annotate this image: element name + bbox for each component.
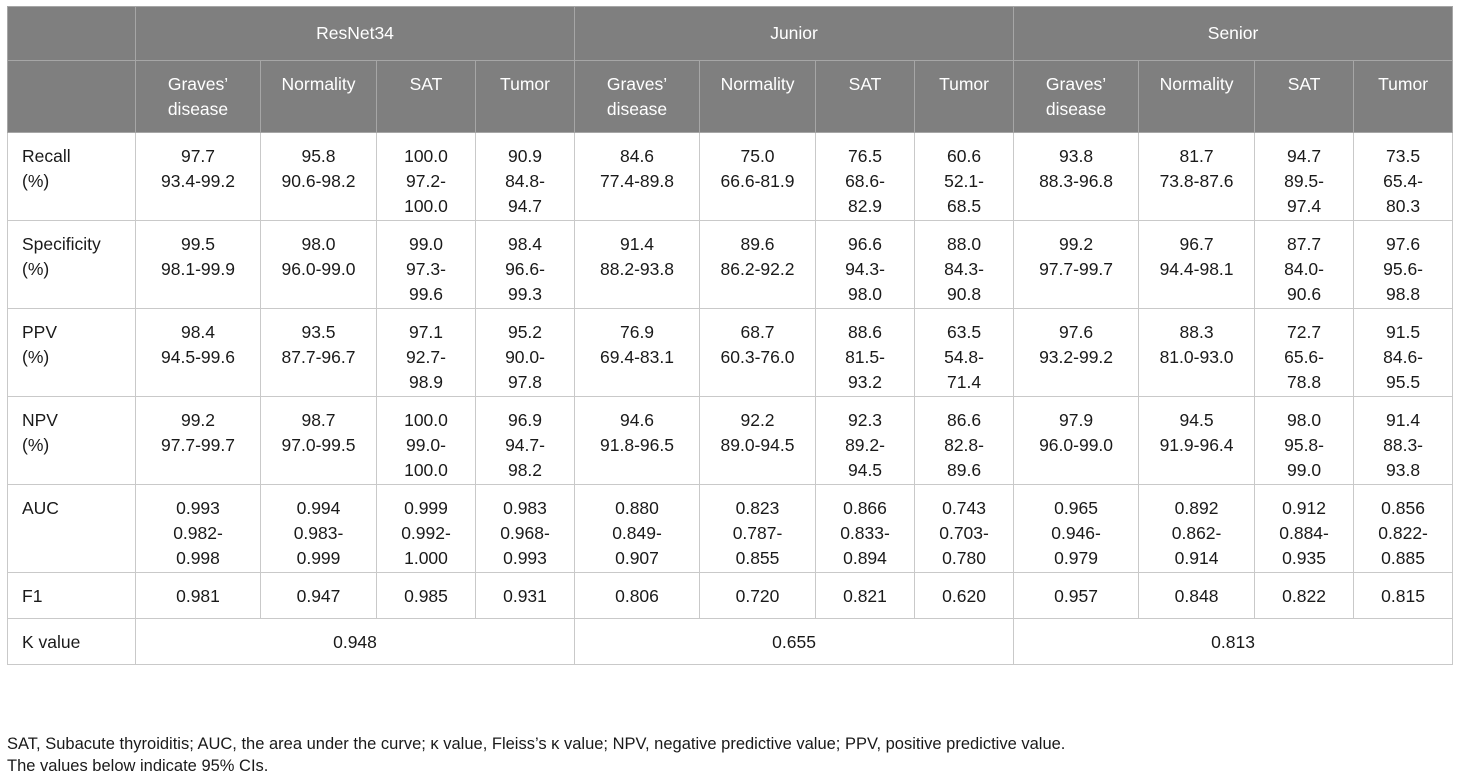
cell-value: 0.720 — [735, 586, 780, 606]
table-cell — [575, 397, 700, 485]
cell-ci: 0.849- — [612, 523, 662, 543]
cell-ci: 82.9 — [847, 196, 883, 216]
cell-ci: 98.1-99.9 — [161, 259, 235, 279]
cell-value: 92.2 — [740, 410, 775, 430]
row-label — [8, 221, 136, 309]
column-header: Tumor — [476, 61, 575, 133]
table-cell — [377, 221, 476, 309]
cell-ci: 0.703- — [939, 523, 989, 543]
cell-ci: 86.2-92.2 — [720, 259, 795, 279]
cell-ci: 88.2-93.8 — [600, 259, 674, 279]
cell-value: 0.620 — [942, 586, 986, 606]
cell-ci: 78.8 — [1287, 372, 1322, 392]
cell-ci: 88.3-96.8 — [1039, 171, 1114, 191]
cell-ci: 98.8 — [1386, 284, 1421, 304]
row-label — [8, 485, 136, 573]
cell-ci: 88.3- — [1383, 435, 1424, 455]
cell-value: 91.4 — [619, 234, 655, 254]
table-cell — [915, 309, 1014, 397]
table-cell — [1014, 485, 1139, 573]
cell-ci: 66.6-81.9 — [720, 171, 795, 191]
table-row — [8, 133, 1453, 221]
cell-ci: 97.8 — [507, 372, 543, 392]
table-cell — [1139, 573, 1255, 619]
column-header: SAT — [1255, 61, 1354, 133]
cell-ci: 0.884- — [1279, 523, 1329, 543]
table-cell — [1139, 221, 1255, 309]
cell-value: 0.994 — [296, 498, 341, 518]
cell-ci: 0.862- — [1171, 523, 1222, 543]
cell-value: 91.4 — [1386, 410, 1421, 430]
cell-value: 0.983 — [503, 498, 547, 518]
cell-ci: 95.8- — [1284, 435, 1324, 455]
table-cell — [1255, 573, 1354, 619]
cell-ci: 60.3-76.0 — [720, 347, 795, 367]
cell-value: Recall — [22, 146, 71, 166]
column-header: Tumor — [915, 61, 1014, 133]
cell-value: 81.7 — [1179, 146, 1214, 166]
cell-value: 99.0 — [408, 234, 444, 254]
table-cell — [136, 397, 261, 485]
cell-ci: 0.968- — [500, 523, 550, 543]
cell-ci: 89.0-94.5 — [720, 435, 795, 455]
cell-value: 99.5 — [180, 234, 216, 254]
cell-ci: 0.822- — [1378, 523, 1428, 543]
cell-ci: 0.855 — [735, 548, 780, 568]
table-cell — [1255, 397, 1354, 485]
table-cell — [700, 309, 816, 397]
cell-value: 0.880 — [615, 498, 659, 518]
table-cell — [816, 397, 915, 485]
cell-ci: 95.6- — [1383, 259, 1424, 279]
table-cell — [1139, 485, 1255, 573]
cell-ci: 92.7- — [406, 347, 446, 367]
cell-value: 98.0 — [301, 234, 336, 254]
table-cell — [136, 133, 261, 221]
cell-ci: 0.935 — [1282, 548, 1326, 568]
cell-ci: 0.993 — [503, 548, 547, 568]
cell-ci: 97.0-99.5 — [281, 435, 356, 455]
cell-ci: 93.2-99.2 — [1039, 347, 1114, 367]
cell-value: 92.3 — [847, 410, 883, 430]
table-cell — [377, 573, 476, 619]
cell-value: 88.6 — [847, 322, 883, 342]
results-table — [7, 6, 1453, 665]
table-cell — [816, 221, 915, 309]
cell-ci: 89.6 — [947, 460, 982, 480]
cell-ci: 68.5 — [947, 196, 982, 216]
cell-ci: 93.4-99.2 — [161, 171, 235, 191]
cell-value: 72.7 — [1287, 322, 1322, 342]
cell-ci: 96.0-99.0 — [1039, 435, 1114, 455]
cell-value: 0.856 — [1381, 498, 1425, 518]
table-row — [8, 309, 1453, 397]
cell-value: 84.6 — [619, 146, 655, 166]
cell-ci: 99.6 — [408, 284, 444, 304]
table-cell — [816, 133, 915, 221]
cell-ci: 0.833- — [840, 523, 890, 543]
group-header-junior: Junior — [575, 7, 1014, 61]
column-header: Normality — [1139, 61, 1255, 133]
table-cell — [476, 133, 575, 221]
corner-cell — [8, 7, 136, 61]
cell-value: 94.5 — [1179, 410, 1214, 430]
cell-ci: 90.6-98.2 — [281, 171, 356, 191]
table-cell — [136, 485, 261, 573]
cell-value: 95.2 — [507, 322, 543, 342]
table-cell — [261, 221, 377, 309]
column-header: Normality — [261, 61, 377, 133]
cell-ci: 97.7-99.7 — [1039, 259, 1114, 279]
cell-value: 87.7 — [1287, 234, 1322, 254]
cell-value: 0.981 — [176, 586, 220, 606]
cell-ci: 96.6- — [505, 259, 545, 279]
table-cell — [1255, 485, 1354, 573]
cell-value: 98.4 — [180, 322, 216, 342]
cell-ci: 69.4-83.1 — [600, 347, 674, 367]
table-cell — [377, 485, 476, 573]
table-cell — [1354, 485, 1453, 573]
cell-value: 94.7 — [1287, 146, 1322, 166]
corner-cell — [8, 61, 136, 133]
cell-value: 0.892 — [1174, 498, 1219, 518]
cell-value: 94.6 — [619, 410, 655, 430]
table-cell — [1354, 133, 1453, 221]
table-cell — [1014, 573, 1139, 619]
cell-value: 0.993 — [176, 498, 220, 518]
cell-ci: 90.8 — [947, 284, 982, 304]
column-header: Tumor — [1354, 61, 1453, 133]
cell-value: 0.743 — [942, 498, 986, 518]
cell-ci: 1.000 — [404, 548, 448, 568]
table-row — [8, 573, 1453, 619]
table-cell — [1139, 397, 1255, 485]
cell-ci: 80.3 — [1386, 196, 1421, 216]
cell-value: NPV — [22, 410, 58, 430]
cell-ci: 97.2- — [406, 171, 446, 191]
column-header: Normality — [700, 61, 816, 133]
cell-value: 96.7 — [1179, 234, 1214, 254]
table-cell — [575, 133, 700, 221]
cell-value: 0.965 — [1054, 498, 1098, 518]
cell-value: PPV — [22, 322, 58, 342]
table-cell — [1014, 221, 1139, 309]
cell-ci: 65.4- — [1383, 171, 1424, 191]
cell-ci: (%) — [22, 435, 50, 455]
cell-ci: 100.0 — [404, 460, 448, 480]
table-cell — [1255, 221, 1354, 309]
table-row — [8, 397, 1453, 485]
cell-ci: 89.5- — [1284, 171, 1324, 191]
cell-value: 100.0 — [404, 410, 448, 430]
table-cell — [816, 309, 915, 397]
table-cell — [261, 573, 377, 619]
table-cell — [476, 485, 575, 573]
table-cell — [476, 309, 575, 397]
cell-ci: 96.0-99.0 — [281, 259, 356, 279]
cell-value: 86.6 — [947, 410, 982, 430]
table-cell — [816, 573, 915, 619]
cell-value: 0.931 — [503, 586, 547, 606]
cell-ci: 0.894 — [843, 548, 887, 568]
cell-ci: 94.7- — [505, 435, 545, 455]
table-cell — [136, 573, 261, 619]
row-label — [8, 133, 136, 221]
column-header: SAT — [816, 61, 915, 133]
cell-value: 76.9 — [619, 322, 655, 342]
cell-ci: 98.2 — [507, 460, 543, 480]
table-body — [8, 133, 1453, 665]
cell-ci: 94.5-99.6 — [161, 347, 235, 367]
cell-value: 98.4 — [507, 234, 543, 254]
row-label — [8, 573, 136, 619]
cell-ci: 99.0 — [1287, 460, 1322, 480]
kappa-row — [8, 619, 1453, 665]
cell-value: 76.5 — [847, 146, 883, 166]
cell-ci: 95.5 — [1386, 372, 1421, 392]
table-cell — [915, 397, 1014, 485]
cell-value: 98.7 — [301, 410, 336, 430]
cell-ci: 84.6- — [1383, 347, 1424, 367]
table-cell — [261, 485, 377, 573]
table-row — [8, 221, 1453, 309]
cell-ci: 93.8 — [1386, 460, 1421, 480]
cell-value: 0.866 — [843, 498, 887, 518]
cell-value: 93.8 — [1059, 146, 1094, 166]
group-header-senior: Senior — [1014, 7, 1453, 61]
table-cell — [377, 133, 476, 221]
cell-value: 90.9 — [507, 146, 543, 166]
cell-ci: 94.3- — [845, 259, 885, 279]
cell-value: 73.5 — [1386, 146, 1421, 166]
cell-ci: 94.5 — [847, 460, 883, 480]
cell-value: 0.822 — [1282, 586, 1326, 606]
cell-value: 99.2 — [180, 410, 216, 430]
table-cell — [377, 397, 476, 485]
cell-ci: 98.9 — [408, 372, 444, 392]
table-cell — [575, 221, 700, 309]
cell-ci: 99.0- — [406, 435, 446, 455]
cell-ci: 99.3 — [507, 284, 543, 304]
cell-value: 0.848 — [1174, 586, 1219, 606]
table-cell — [700, 573, 816, 619]
table-cell — [136, 221, 261, 309]
cell-ci: 98.0 — [847, 284, 883, 304]
footnote-abbreviations: SAT, Subacute thyroiditis; AUC, the area under the curve; κ value, Fleiss’s κ value; NPV, negative predictive value; PPV, positive predictive value. — [7, 735, 1066, 753]
column-header: Graves’ disease — [136, 61, 261, 133]
kappa-value: 0.655 — [575, 619, 1014, 665]
cell-ci: 54.8- — [944, 347, 984, 367]
cell-value: 95.8 — [301, 146, 336, 166]
table-cell — [915, 485, 1014, 573]
cell-value: 0.957 — [1054, 586, 1098, 606]
cell-value: 75.0 — [740, 146, 775, 166]
table-cell — [700, 485, 816, 573]
cell-ci: 94.4-98.1 — [1159, 259, 1234, 279]
cell-ci: 71.4 — [947, 372, 982, 392]
table-cell — [1139, 133, 1255, 221]
cell-value: 0.806 — [615, 586, 659, 606]
cell-value: 97.7 — [180, 146, 216, 166]
cell-value: 88.0 — [947, 234, 982, 254]
cell-ci: 0.885 — [1381, 548, 1425, 568]
table-cell — [575, 485, 700, 573]
cell-value: 96.6 — [847, 234, 883, 254]
cell-ci: 84.3- — [944, 259, 984, 279]
cell-ci: 0.998 — [176, 548, 220, 568]
cell-ci: 87.7-96.7 — [281, 347, 356, 367]
table-cell — [1255, 309, 1354, 397]
cell-value: 99.2 — [1059, 234, 1094, 254]
cell-value: 0.821 — [843, 586, 887, 606]
cell-ci: 84.0- — [1284, 259, 1324, 279]
table-cell — [1014, 133, 1139, 221]
table-cell — [1139, 309, 1255, 397]
table-cell — [1014, 309, 1139, 397]
cell-value: 97.6 — [1386, 234, 1421, 254]
cell-ci: 89.2- — [845, 435, 885, 455]
table-cell — [1014, 397, 1139, 485]
table-cell — [816, 485, 915, 573]
cell-ci: 0.907 — [615, 548, 659, 568]
cell-value: 97.6 — [1059, 322, 1094, 342]
column-header: Graves’ disease — [1014, 61, 1139, 133]
cell-ci: 94.7 — [507, 196, 543, 216]
column-header: SAT — [377, 61, 476, 133]
table-cell — [476, 573, 575, 619]
cell-value: 0.912 — [1282, 498, 1326, 518]
kappa-value: 0.948 — [136, 619, 575, 665]
cell-ci: 82.8- — [944, 435, 984, 455]
cell-ci: 73.8-87.6 — [1159, 171, 1234, 191]
footnote-ci: The values below indicate 95% CIs. — [7, 757, 269, 775]
cell-value: 97.9 — [1059, 410, 1094, 430]
cell-ci: 0.914 — [1174, 548, 1219, 568]
row-label — [8, 397, 136, 485]
table-cell — [377, 309, 476, 397]
table-header — [8, 7, 1453, 133]
cell-value: 60.6 — [947, 146, 982, 166]
table-cell — [915, 573, 1014, 619]
row-label — [8, 309, 136, 397]
cell-value: 0.947 — [296, 586, 341, 606]
group-header-resnet34: ResNet34 — [136, 7, 575, 61]
cell-ci: 68.6- — [845, 171, 885, 191]
cell-value: 63.5 — [947, 322, 982, 342]
table-cell — [1354, 221, 1453, 309]
cell-value: 98.0 — [1287, 410, 1322, 430]
group-header-row — [8, 7, 1453, 61]
cell-ci: 97.7-99.7 — [161, 435, 235, 455]
row-label: K value — [8, 619, 136, 665]
table-cell — [476, 397, 575, 485]
cell-ci: 0.946- — [1051, 523, 1101, 543]
cell-value: 89.6 — [740, 234, 775, 254]
cell-ci: 91.8-96.5 — [600, 435, 674, 455]
table-cell — [915, 133, 1014, 221]
table-cell — [700, 133, 816, 221]
table-cell — [1354, 309, 1453, 397]
cell-ci: 0.992- — [401, 523, 451, 543]
cell-ci: 0.999 — [296, 548, 341, 568]
cell-value: 0.815 — [1381, 586, 1425, 606]
cell-ci: 65.6- — [1284, 347, 1324, 367]
cell-value: 96.9 — [507, 410, 543, 430]
table-cell — [261, 397, 377, 485]
cell-ci: 100.0 — [404, 196, 448, 216]
table-cell — [575, 573, 700, 619]
subheader-row — [8, 61, 1453, 133]
cell-value: 100.0 — [404, 146, 448, 166]
cell-value: 0.823 — [735, 498, 780, 518]
cell-ci: 0.983- — [293, 523, 344, 543]
cell-ci: 52.1- — [944, 171, 984, 191]
table-cell — [136, 309, 261, 397]
table-row — [8, 485, 1453, 573]
cell-value: Specificity — [22, 234, 101, 254]
cell-ci: 0.979 — [1054, 548, 1098, 568]
table-cell — [1255, 133, 1354, 221]
cell-ci: 0.982- — [173, 523, 223, 543]
table-cell — [915, 221, 1014, 309]
table-cell — [261, 309, 377, 397]
cell-ci: 97.3- — [406, 259, 446, 279]
table-cell — [261, 133, 377, 221]
cell-ci: 97.4 — [1287, 196, 1322, 216]
column-header: Graves’ disease — [575, 61, 700, 133]
cell-value: F1 — [22, 586, 43, 606]
cell-value: 0.985 — [404, 586, 448, 606]
table-cell — [700, 221, 816, 309]
cell-ci: 91.9-96.4 — [1159, 435, 1234, 455]
table-cell — [1354, 397, 1453, 485]
table-cell — [476, 221, 575, 309]
cell-ci: (%) — [22, 259, 50, 279]
cell-ci: 77.4-89.8 — [600, 171, 674, 191]
table-cell — [1354, 573, 1453, 619]
cell-value: 68.7 — [740, 322, 775, 342]
cell-value: 91.5 — [1386, 322, 1421, 342]
cell-ci: 0.780 — [942, 548, 986, 568]
cell-ci: (%) — [22, 171, 50, 191]
cell-ci: 81.5- — [845, 347, 885, 367]
cell-ci: 81.0-93.0 — [1159, 347, 1234, 367]
cell-value: 93.5 — [301, 322, 336, 342]
cell-value: 97.1 — [408, 322, 444, 342]
cell-ci: 93.2 — [847, 372, 883, 392]
table-cell — [700, 397, 816, 485]
cell-ci: 90.0- — [505, 347, 545, 367]
cell-value: 0.999 — [404, 498, 448, 518]
cell-ci: 84.8- — [505, 171, 545, 191]
cell-ci: 0.787- — [732, 523, 783, 543]
cell-value: 88.3 — [1179, 322, 1214, 342]
cell-ci: (%) — [22, 347, 50, 367]
cell-ci: 90.6 — [1287, 284, 1322, 304]
cell-value: AUC — [22, 498, 59, 518]
kappa-value: 0.813 — [1014, 619, 1453, 665]
table-cell — [575, 309, 700, 397]
